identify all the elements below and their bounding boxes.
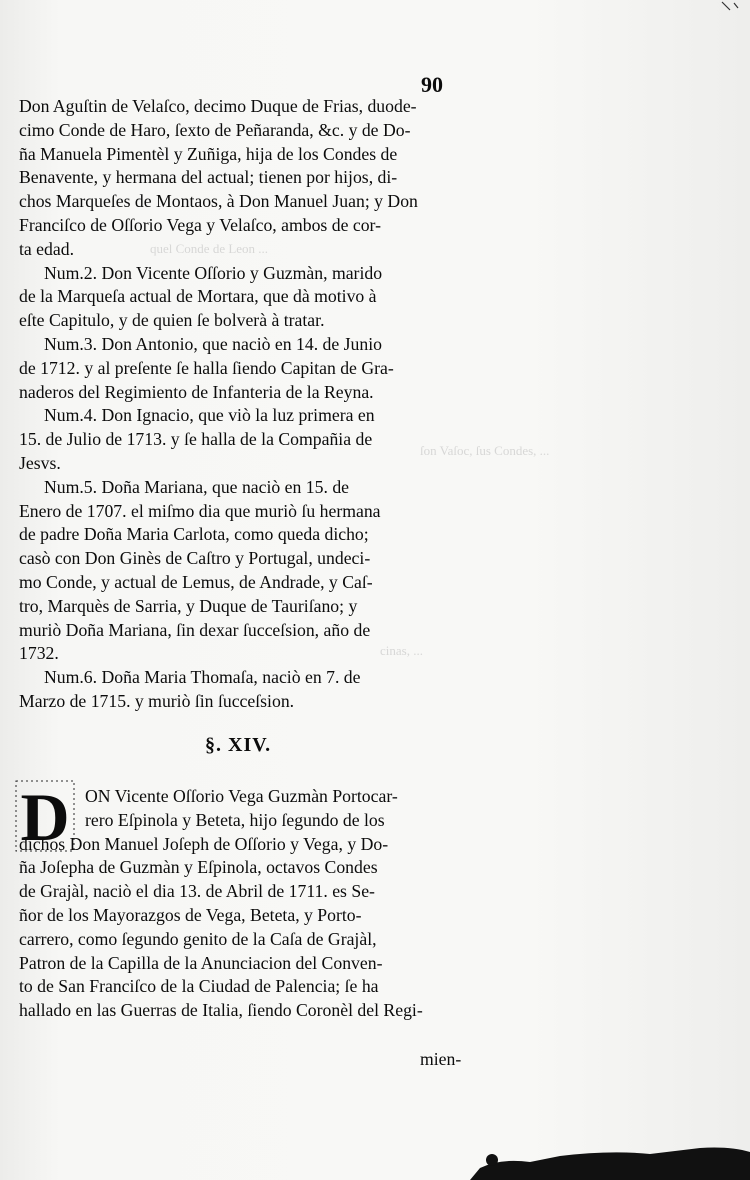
text-line: Patron de la Capilla de la Anunciacion del Conven- <box>19 952 383 973</box>
page-corner-mark <box>720 0 750 14</box>
text-line: eſte Capitulo, y de quien ſe bolverà à tratar. <box>19 310 325 331</box>
text-line: tro, Marquès de Sarria, y Duque de Tauriſano; y <box>19 595 358 616</box>
text-line: Don Aguſtin de Velaſco, decimo Duque de Frias, duode- <box>19 96 417 116</box>
body-text <box>19 95 469 714</box>
text-line: naderos del Regimiento de Infanteria de la Reyna. <box>19 381 374 402</box>
text-line: ta edad. <box>19 238 74 259</box>
text-line: carrero, como ſegundo genito de la Caſa de Grajàl, <box>19 928 377 949</box>
text-line: ñor de los Mayorazgos de Vega, Beteta, y Porto- <box>19 904 362 925</box>
text-line: Enero de 1707. el miſmo dia que muriò ſu hermana <box>19 500 381 521</box>
bleed-through-text: cinas, ... <box>380 643 423 658</box>
entry-heading-line: Num.3. Don Antonio, que naciò en 14. de Junio <box>44 333 382 354</box>
text-line: muriò Doña Mariana, ſin dexar ſucceſsion, año de <box>19 619 371 640</box>
text-line: chos Marqueſes de Montaos, à Don Manuel Juan; y Don <box>19 191 418 212</box>
text-line: hallado en las Guerras de Italia, ſiendo Coronèl del Regi- <box>19 1000 423 1021</box>
text-line: de 1712. y al preſente ſe halla ſiendo Capitan de Gra- <box>19 357 394 378</box>
entry-heading-line: Num.6. Doña Maria Thomaſa, naciò en 7. de <box>44 667 361 688</box>
text-line: rero Eſpinola y Beteta, hijo ſegundo de los <box>85 809 385 830</box>
text-line: Marzo de 1715. y muriò ſin ſucceſsion. <box>19 690 295 711</box>
page-number: 90 <box>421 72 443 97</box>
text-line: ña Joſepha de Guzmàn y Eſpinola, octavos Condes <box>19 857 378 878</box>
text-line: 15. de Julio de 1713. y ſe halla de la Compañia de <box>19 429 373 450</box>
text-line: de la Marqueſa actual de Mortara, que dà motivo à <box>19 286 377 307</box>
text-line: de padre Doña Maria Carlota, como queda dicho; <box>19 524 369 545</box>
text-line: casò con Don Ginès de Caſtro y Portugal, undeci- <box>19 548 371 569</box>
entry-heading-line: Num.5. Doña Mariana, que naciò en 15. de <box>44 476 350 497</box>
text-line: to de San Franciſco de la Ciudad de Palencia; ſe ha <box>19 976 379 997</box>
text-line: dichos Don Manuel Joſeph de Oſſorio y Vega, y Do- <box>19 833 389 854</box>
text-line: cimo Conde de Haro, ſexto de Peñaranda, &c. y de Do- <box>19 119 411 140</box>
text-line: Jesvs. <box>19 452 61 473</box>
text-line: de Grajàl, naciò el dia 13. de Abril de 1711. es Se- <box>19 881 375 902</box>
section-text <box>19 785 469 1023</box>
entry-heading-line: Num.2. Don Vicente Oſſorio y Guzmàn, marido <box>44 262 383 283</box>
text-line: ON Vicente Oſſorio Vega Guzmàn Portocar- <box>85 786 398 806</box>
svg-text:D: D <box>20 780 70 852</box>
text-line: Benavente, y hermana del actual; tienen por hijos, di- <box>19 167 398 188</box>
text-line: mo Conde, y actual de Lemus, de Andrade, y Caſ- <box>19 571 373 592</box>
ink-blot <box>470 1140 750 1180</box>
bleed-through-text: quel Conde de Leon ... <box>150 241 269 256</box>
catchword: mien- <box>420 1049 462 1069</box>
section-heading: §. XIV. <box>205 734 272 756</box>
entry-heading-line: Num.4. Don Ignacio, que viò la luz primera en <box>44 405 375 426</box>
text-line: ña Manuela Pimentèl y Zuñiga, hija de los Condes de <box>19 143 398 164</box>
text-line: 1732. <box>19 643 59 664</box>
bleed-through-text: ſon Vaſoc, ſus Condes, ... <box>420 443 550 458</box>
text-line: Franciſco de Oſſorio Vega y Velaſco, ambos de cor- <box>19 214 381 235</box>
